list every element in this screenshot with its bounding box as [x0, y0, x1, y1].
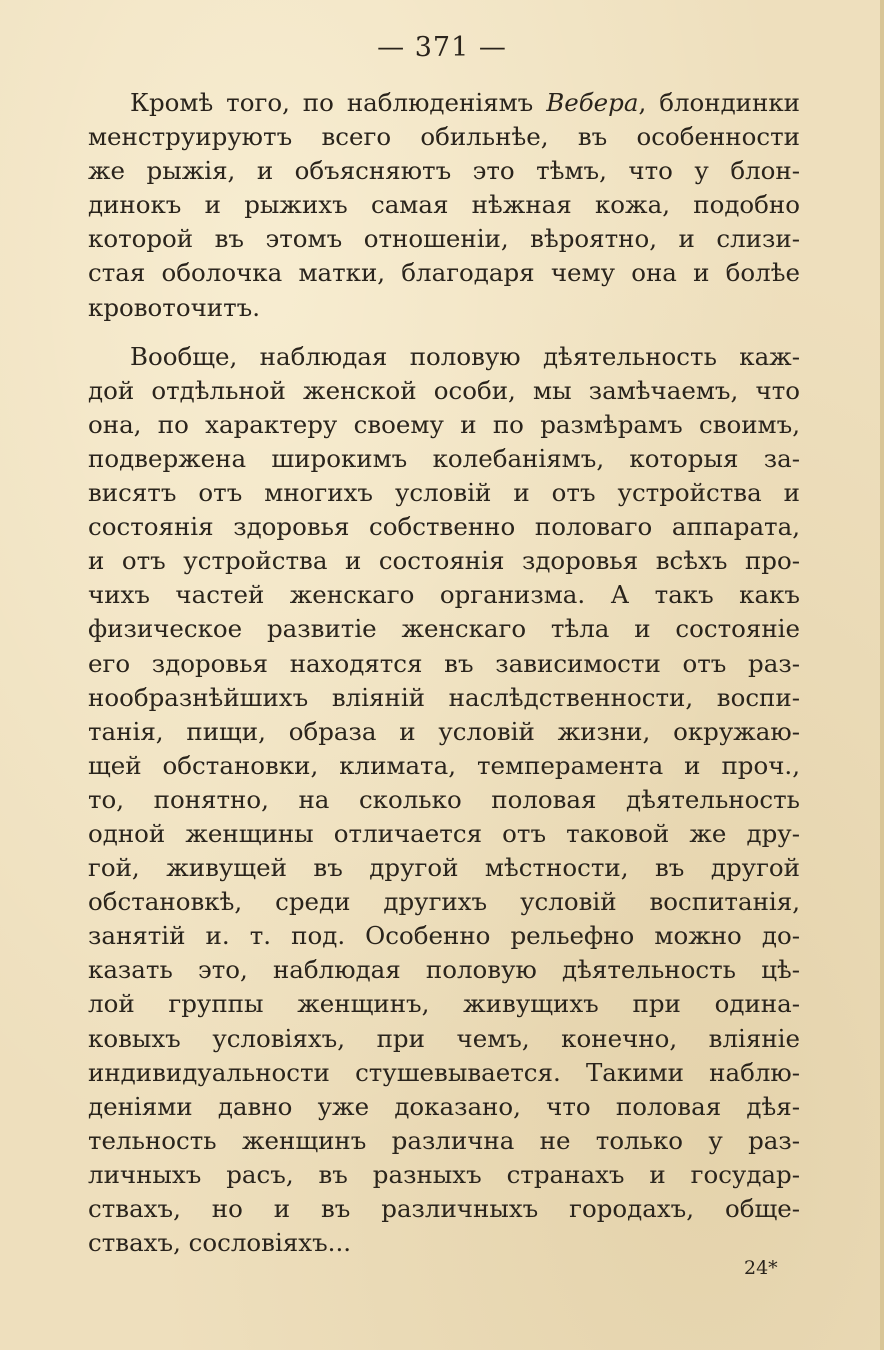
paragraph-2-line-15: одной женщины отличается отъ таковой же дру- [88, 818, 800, 848]
paragraph-2-line-25: личныхъ расъ, въ разныхъ странахъ и государ- [88, 1159, 800, 1189]
paragraph-2-line-4: подвержена широкимъ колебаніямъ, которыя за- [88, 443, 800, 473]
paragraph-2-line-11: нообразнѣйшихъ вліяній наслѣдственности, воспи- [88, 682, 800, 712]
paragraph-2-line-7: и отъ устройства и состоянія здоровья всѣхъ про- [88, 546, 800, 576]
paragraph-1-line-2: менструируютъ всего обильнѣе, въ особенности [88, 122, 800, 152]
page-text [88, 86, 800, 1275]
paragraph-2-line-12: танія, пищи, образа и условій жизни, окружаю- [88, 716, 800, 746]
paragraph-2-line-23: деніями давно уже доказано, что половая дѣя- [88, 1091, 800, 1121]
paragraph-2-line-3: она, по характеру своему и по размѣрамъ своимъ, [88, 409, 800, 439]
paragraph-2-line-10: его здоровья находятся въ зависимости отъ раз- [88, 648, 800, 678]
paragraph-1-line-3: же рыжія, и объясняютъ это тѣмъ, что у блон- [88, 156, 800, 186]
paragraph-2-line-5: висятъ отъ многихъ условій и отъ устройства и [88, 478, 800, 508]
paragraph-2-line-22: индивидуальности стушевывается. Такими наблю- [88, 1057, 800, 1087]
paragraph-2-line-1: Вообще, наблюдая половую дѣятельность каж- [130, 341, 800, 371]
paragraph-1 [88, 86, 800, 325]
paragraph-2-line-6: состоянія здоровья собственно половаго аппарата, [88, 512, 800, 542]
paragraph-2-line-18: занятій и. т. под. Особенно рельефно можно до- [88, 921, 800, 951]
signature-mark: 24* [744, 1257, 778, 1279]
paragraph-2-line-8: чихъ частей женскаго организма. А такъ какъ [88, 580, 800, 610]
paragraph-1-line-6: стая оболочка матки, благодаря чему она и болѣе [88, 258, 800, 288]
paragraph-2-line-14: то, понятно, на сколько половая дѣятельность [88, 784, 800, 814]
line-text: , блондинки [638, 88, 800, 117]
paragraph-1-line-4: динокъ и рыжихъ самая нѣжная кожа, подобно [88, 190, 800, 220]
paragraph-1-line-5: которой въ этомъ отношеніи, вѣроятно, и слизи- [88, 224, 800, 254]
paragraph-2-line-26: ствахъ, но и въ различныхъ городахъ, обще- [88, 1194, 800, 1223]
paragraph-1-line-1 [88, 86, 800, 120]
paragraph-2-line-9: физическое развитіе женскаго тѣла и состояніе [88, 614, 800, 644]
paragraph-2-line-16: гой, живущей въ другой мѣстности, въ другой [88, 853, 800, 883]
paragraph-2-line-21: ковыхъ условіяхъ, при чемъ, конечно, вліяніе [88, 1023, 800, 1053]
paragraph-2-line-17: обстановкѣ, среди другихъ условій воспитанія, [88, 887, 800, 917]
paragraph-2-line-20: лой группы женщинъ, живущихъ при одина- [88, 989, 800, 1019]
paragraph-2 [88, 340, 800, 1261]
paragraph-2-line-24: тельность женщинъ различна не только у раз- [88, 1125, 800, 1155]
paragraph-2-line-13: щей обстановки, климата, темперамента и проч., [88, 750, 800, 780]
paragraph-1-line-7: кровоточитъ. [88, 292, 261, 322]
page-number: — 371 — [377, 32, 507, 63]
author-name-italic: Вебера [546, 88, 639, 117]
paragraph-2-line-2: дой отдѣльной женской особи, мы замѣчаемъ, что [88, 375, 800, 405]
line-text: Кромѣ того, по наблюденіямъ [130, 88, 547, 117]
paragraph-2-line-27: ствахъ, сословіяхъ... [88, 1228, 352, 1258]
paragraph-2-line-19: казать это, наблюдая половую дѣятельность цѣ- [88, 955, 800, 985]
